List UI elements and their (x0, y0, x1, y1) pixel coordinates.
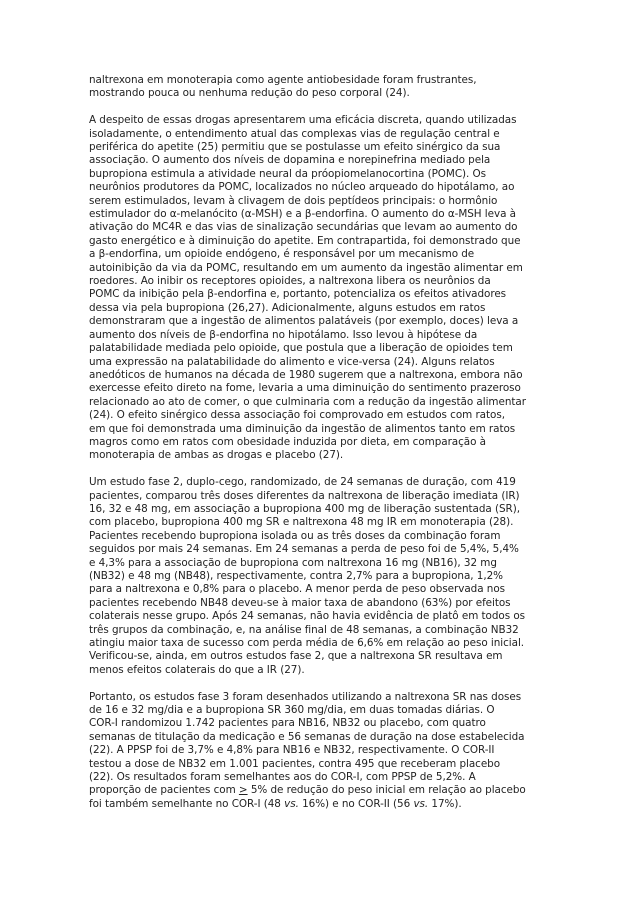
text-line: ativação do MC4R e das vias de sinalização secundárias que levam ao aumento do (89, 221, 518, 234)
text-line: POMC da inibição pela β-endorfina e, portanto, potencializa os efeitos ativadores (89, 288, 507, 301)
text-line: (22). A PPSP foi de 3,7% e 4,8% para NB16 e NB32, respectivamente. O COR-II (89, 744, 495, 757)
text-line: serem estimulados, levam à clivagem de dois peptídeos principais: o hormônio (89, 194, 498, 207)
document-page (89, 74, 551, 825)
text-line: estimulador do α-melanócito (α-MSH) e a β-endorfina. O aumento do α-MSH leva à (89, 208, 516, 221)
text-line: naltrexona em monoterapia como agente antiobesidade foram frustrantes, (89, 74, 477, 86)
text-line: (NB32) e 48 mg (NB48), respectivamente, contra 2,7% para a bupropiona, 1,2% (89, 570, 503, 582)
text-line: COR-I randomizou 1.742 pacientes para NB16, NB32 ou placebo, com quatro (89, 717, 486, 730)
text-line: semanas de titulação da medicação e 56 semanas de duração na dose estabelecida (89, 730, 525, 743)
text-line: A despeito de essas drogas apresentarem uma eficácia discreta, quando utilizadas (89, 114, 517, 127)
text-line: exercesse efeito direto na fome, levaria a uma diminuição do sentimento prazeroso (89, 382, 521, 395)
text-line: com placebo, bupropiona 400 mg SR e naltrexona 48 mg IR em monoterapia (28). (89, 516, 514, 529)
italic-vs: vs. (413, 797, 429, 810)
text-line: colaterais nesse grupo. Após 24 semanas, não havia evidência de platô em todos os (89, 610, 525, 623)
text-line: uma expressão na palatabilidade do alimento e vice-versa (24). Alguns relatos (89, 355, 495, 368)
text-line: isoladamente, o entendimento atual das complexas vias de regulação central e (89, 127, 500, 140)
text-line: neurônios produtores da POMC, localizados no núcleo arqueado do hipotálamo, ao (89, 181, 515, 194)
text-line: (22). Os resultados foram semelhantes aos do COR-I, com PPSP de 5,2%. A (89, 771, 476, 784)
text-line: associação. O aumento dos níveis de dopamina e norepinefrina mediado pela (89, 154, 491, 167)
paragraph-4 (89, 691, 551, 812)
greater-equal-symbol: > (238, 784, 248, 797)
text-line: gasto energético e à diminuição do apetite. Em contrapartida, foi demonstrado que (89, 234, 521, 247)
text-line: mostrando pouca ou nenhuma redução do peso corporal (24). (89, 87, 410, 100)
text-line: dessa via pela bupropiona (26,27). Adicionalmente, alguns estudos em ratos (89, 301, 486, 314)
text-line: a β-endorfina, um opioide endógeno, é responsável por um mecanismo de (89, 248, 475, 261)
text-line: e 4,3% para a associação de bupropiona com naltrexona 16 mg (NB16), 32 mg (89, 556, 497, 569)
text-line: Verificou-se, ainda, em outros estudos fase 2, que a naltrexona SR resultava em (89, 650, 503, 663)
text-line: monoterapia de ambas as drogas e placebo (27). (89, 449, 344, 462)
paragraph-3 (89, 476, 551, 677)
text-run: 17%). (428, 797, 462, 810)
text-run: 16%) e no COR-II (56 (298, 797, 414, 810)
text-line: palatabilidade mediada pelo opioide, que postula que a liberação de opioides tem (89, 342, 513, 355)
text-line: pacientes recebendo NB48 deveu-se à maior taxa de abandono (63%) por efeitos (89, 596, 511, 609)
text-line: Um estudo fase 2, duplo-cego, randomizado, de 24 semanas de duração, com 419 (89, 476, 516, 489)
text-line: autoinibição da via da POMC, resultando em um aumento da ingestão alimentar em (89, 261, 523, 274)
paragraph-1 (89, 74, 551, 101)
text-run: foi também semelhante no COR-I (48 (89, 797, 285, 810)
text-line: (24). O efeito sinérgico dessa associação foi comprovado em estudos com ratos, (89, 409, 505, 422)
text-line: aumento dos níveis de β-endorfina no hipotálamo. Isso levou à hipótese da (89, 328, 478, 341)
text-line: testou a dose de NB32 em 1.001 pacientes, contra 495 que receberam placebo (89, 757, 501, 770)
text-line (89, 784, 551, 797)
text-line: de 16 e 32 mg/dia e a bupropiona SR 360 mg/dia, em duas tomadas diárias. O (89, 704, 495, 717)
text-line: Portanto, os estudos fase 3 foram desenhados utilizando a naltrexona SR nas doses (89, 690, 522, 703)
text-line: demonstraram que a ingestão de alimentos palatáveis (por exemplo, doces) leva a (89, 315, 519, 328)
text-run: proporção de pacientes com (89, 784, 239, 797)
text-line: em que foi demonstrada uma diminuição da ingestão de alimentos tanto em ratos (89, 422, 516, 435)
text-line: bupropiona estimula a atividade neural da próopiomelanocortina (POMC). Os (89, 167, 487, 180)
text-line: pacientes, comparou três doses diferentes da naltrexona de liberação imediata (IR) (89, 489, 520, 502)
text-line: anedóticos de humanos na década de 1980 sugerem que a naltrexona, embora não (89, 368, 523, 381)
text-line: relacionado ao ato de comer, o que culminaria com a redução da ingestão alimentar (89, 395, 526, 408)
text-line: atingiu maior taxa de sucesso com perda média de 6,6% em relação ao peso inicial. (89, 637, 525, 650)
text-line (89, 798, 551, 811)
text-line: Pacientes recebendo bupropiona isolada ou as três doses da combinação foram (89, 529, 501, 542)
text-line: menos efeitos colaterais do que a IR (27). (89, 663, 305, 676)
text-line: periférica do apetite (25) permitiu que se postulasse um efeito sinérgico da sua (89, 141, 501, 154)
text-line: três grupos da combinação, e, na análise final de 48 semanas, a combinação NB32 (89, 623, 519, 636)
text-line: para a naltrexona e 0,8% para o placebo. A menor perda de peso observada nos (89, 583, 505, 596)
text-line: seguidos por mais 24 semanas. Em 24 semanas a perda de peso foi de 5,4%, 5,4% (89, 543, 519, 556)
text-line: 16, 32 e 48 mg, em associação a bupropiona 400 mg de liberação sustentada (SR), (89, 502, 520, 515)
italic-vs: vs. (284, 797, 299, 810)
paragraph-2 (89, 114, 551, 463)
text-run: 5% de redução do peso inicial em relação ao placebo (247, 784, 526, 797)
text-line: roedores. Ao inibir os receptores opioides, a naltrexona libera os neurônios da (89, 275, 491, 288)
text-line: magros como em ratos com obesidade induzida por dieta, em comparação à (89, 435, 486, 448)
